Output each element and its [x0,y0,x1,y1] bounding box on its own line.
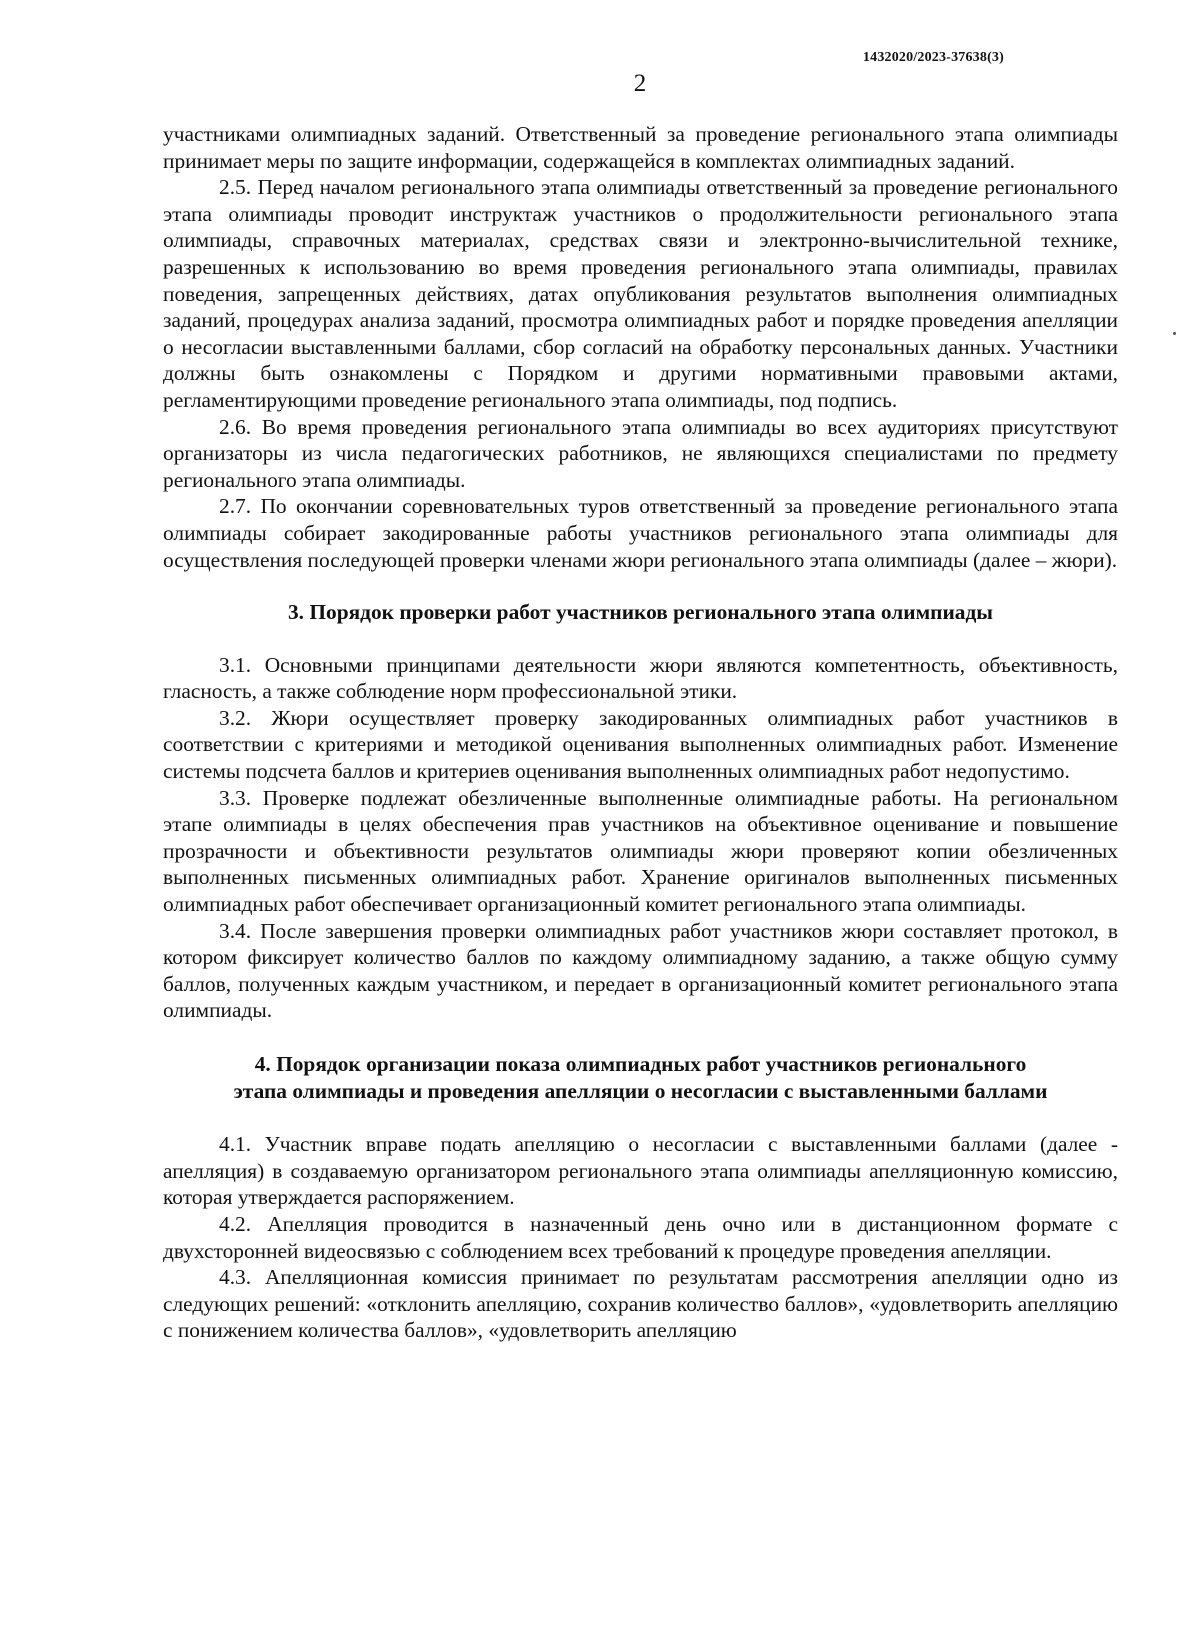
paragraph-intro-continuation: участниками олимпиадных заданий. Ответственный за проведение регионального этапа олимпиады принимает меры по защите информации, содержащейся в комплектах олимпиадных заданий. [163,122,1118,173]
paragraph-2-7: 2.7. По окончании соревновательных туров ответственный за проведение регионального этапа олимпиады собирает закодированные работы участников регионального этапа олимпиады для осуществления последующей проверки членами жюри регионального этапа олимпиады (далее – жюри). [163,494,1118,572]
paragraph-3-4: 3.4. После завершения проверки олимпиадных работ участников жюри составляет протокол, в котором фиксирует количество баллов по каждому олимпиадному заданию, а также общую сумму баллов, полученных каждым участником, и передает в организационный комитет регионального этапа олимпиады. [163,918,1118,1023]
scan-speck [1173,332,1176,335]
paragraph-4-2: 4.2. Апелляция проводится в назначенный день очно или в дистанционном формате с двухсторонней видеосвязью с соблюдением всех требований к процедуре проведения апелляции. [163,1211,1118,1263]
paragraph-2-5: 2.5. Перед началом регионального этапа олимпиады ответственный за проведение регионального этапа олимпиады проводит инструктаж участников о продолжительности регионального этапа олимпиады, справочных материалах, средствах связи и электронно-вычислительной технике, разрешенных к использованию во время проведения регионального этапа олимпиады, правилах поведения, запрещенных действиях, датах опубликования результатов выполнения олимпиадных заданий, процедурах анализа заданий, просмотра олимпиадных работ и порядке проведения апелляции о несогласии выставленными баллами, сбор согласий на обработку персональных данных. Участники должны быть ознакомлены с Порядком и другими нормативными правовыми актами, регламентирующими проведение регионального этапа олимпиады, под подпись. [163,175,1118,412]
paragraph-2-6: 2.6. Во время проведения регионального этапа олимпиады во всех аудиториях присутствуют организаторы из числа педагогических работников, не являющихся специалистами по предмету регионального этапа олимпиады. [163,414,1118,492]
section-heading-4 [163,1051,1118,1104]
section-heading-3: 3. Порядок проверки работ участников регионального этапа олимпиады [287,600,994,625]
paragraph-3-2: 3.2. Жюри осуществляет проверку закодированных олимпиадных работ участников в соответствии с критериями и методикой оценивания выполненных олимпиадных работ. Изменение системы подсчета баллов и критериев оценивания выполненных олимпиадных работ недопустимо. [163,705,1118,784]
document-registration-number: 1432020/2023-37638(3) [862,50,1004,65]
document-body [163,121,1118,1344]
paragraph-4-1: 4.1. Участник вправе подать апелляцию о несогласии с выставленными баллами (далее - апелляция) в создаваемую организатором регионального этапа олимпиады апелляционную комиссию, которая утверждается распоряжением. [163,1132,1118,1210]
paragraph-4-3: 4.3. Апелляционная комиссия принимает по результатам рассмотрения апелляции одно из следующих решений: «отклонить апелляцию, сохранив количество баллов», «удовлетворить апелляцию с понижением количества баллов», «удовлетворить апелляцию [163,1265,1118,1343]
section-heading-4-line-2: этапа олимпиады и проведения апелляции о несогласии с выставленными баллами [233,1078,1048,1103]
paragraph-3-3: 3.3. Проверке подлежат обезличенные выполненные олимпиадные работы. На региональном этапе олимпиады в целях обеспечения прав участников на объективное оценивание и повышение прозрачности и объективности результатов олимпиады жюри проверяют копии обезличенных выполненных письменных олимпиадных работ. Хранение оригиналов выполненных письменных олимпиадных работ обеспечивает организационный комитет регионального этапа олимпиады. [163,785,1118,917]
section-heading-4-line-1: 4. Порядок организации показа олимпиадных работ участников регионального [254,1052,1027,1076]
page-number: 2 [633,70,647,97]
paragraph-3-1: 3.1. Основными принципами деятельности жюри являются компетентность, объективность, гласность, а также соблюдение норм профессиональной этики. [163,652,1118,704]
